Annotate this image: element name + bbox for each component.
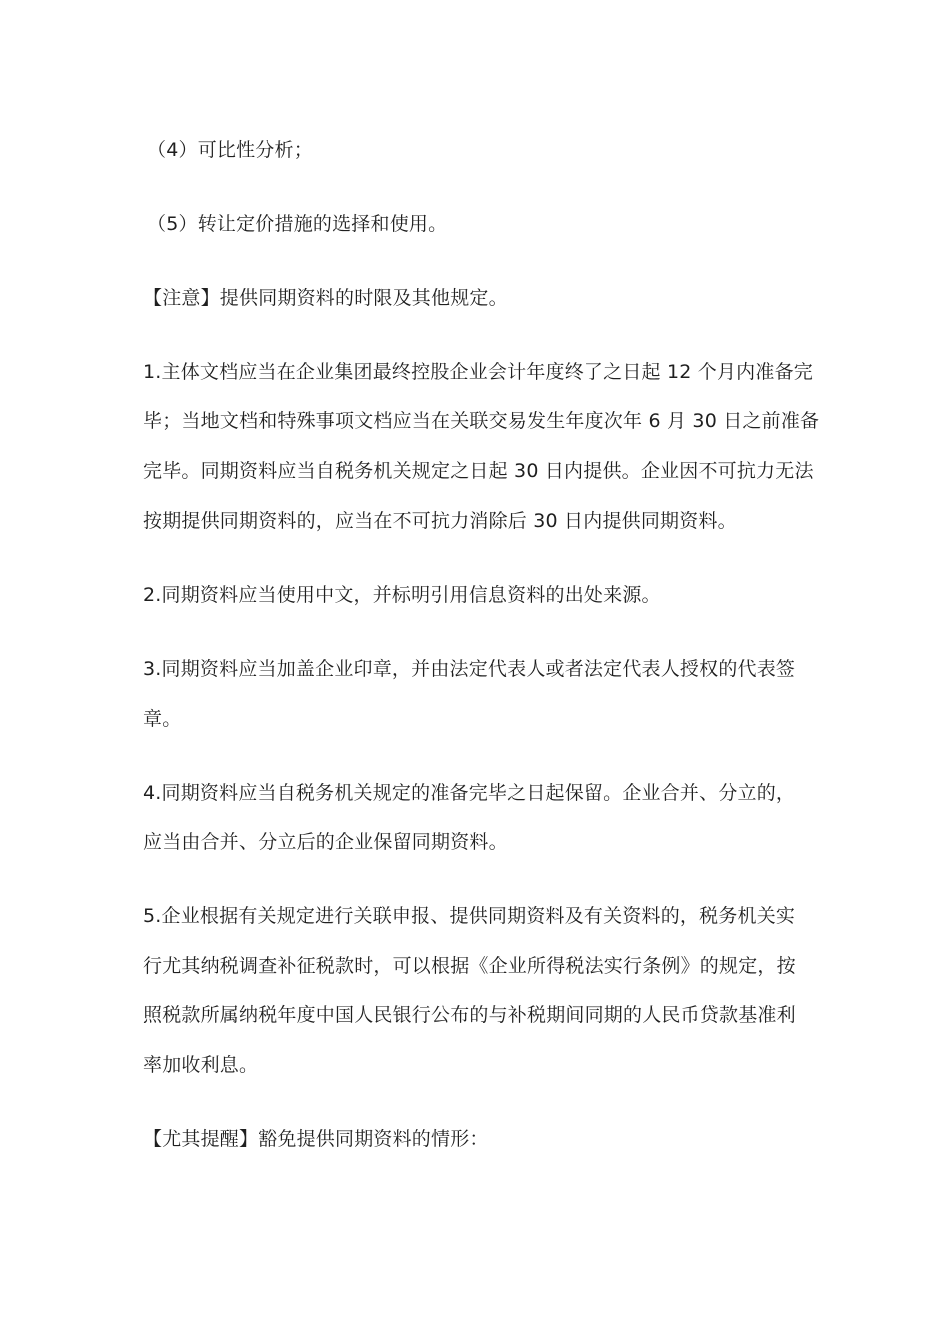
rule-5-line-3: 照税款所属纳税年度中国人民银行公布的与补税期间同期的人民币贷款基准利	[143, 1004, 796, 1026]
rule-5-line-1: 5.企业根据有关规定进行关联申报、提供同期资料及有关资料的，税务机关实	[143, 905, 796, 927]
item-4-comparability-analysis: （4）可比性分析；	[147, 139, 313, 161]
rule-1-line-2: 毕；当地文档和特殊事项文档应当在关联交易发生年度次年 6 月 30 日之前准备	[143, 410, 820, 432]
rule-3-line-1: 3.同期资料应当加盖企业印章，并由法定代表人或者法定代表人授权的代表签	[143, 658, 796, 680]
note-heading: 【注意】提供同期资料的时限及其他规定。	[143, 287, 508, 309]
rule-4-line-2: 应当由合并、分立后的企业保留同期资料。	[143, 831, 508, 853]
rule-4-line-1: 4.同期资料应当自税务机关规定的准备完毕之日起保留。企业合并、分立的，	[143, 782, 796, 804]
item-5-transfer-pricing-measures: （5）转让定价措施的选择和使用。	[147, 213, 448, 235]
rule-3-line-2: 章。	[143, 708, 182, 730]
rule-5-line-4: 率加收利息。	[143, 1054, 259, 1076]
rule-5-line-2: 行尤其纳税调查补征税款时，可以根据《企业所得税法实行条例》的规定，按	[143, 955, 796, 977]
rule-1-line-3: 完毕。同期资料应当自税务机关规定之日起 30 日内提供。企业因不可抗力无法	[143, 460, 814, 482]
special-reminder-heading: 【尤其提醒】豁免提供同期资料的情形：	[143, 1128, 489, 1150]
rule-2: 2.同期资料应当使用中文，并标明引用信息资料的出处来源。	[143, 584, 661, 606]
rule-1-line-1: 1.主体文档应当在企业集团最终控股企业会计年度终了之日起 12 个月内准备完	[143, 361, 813, 383]
rule-1-line-4: 按期提供同期资料的，应当在不可抗力消除后 30 日内提供同期资料。	[143, 510, 737, 532]
